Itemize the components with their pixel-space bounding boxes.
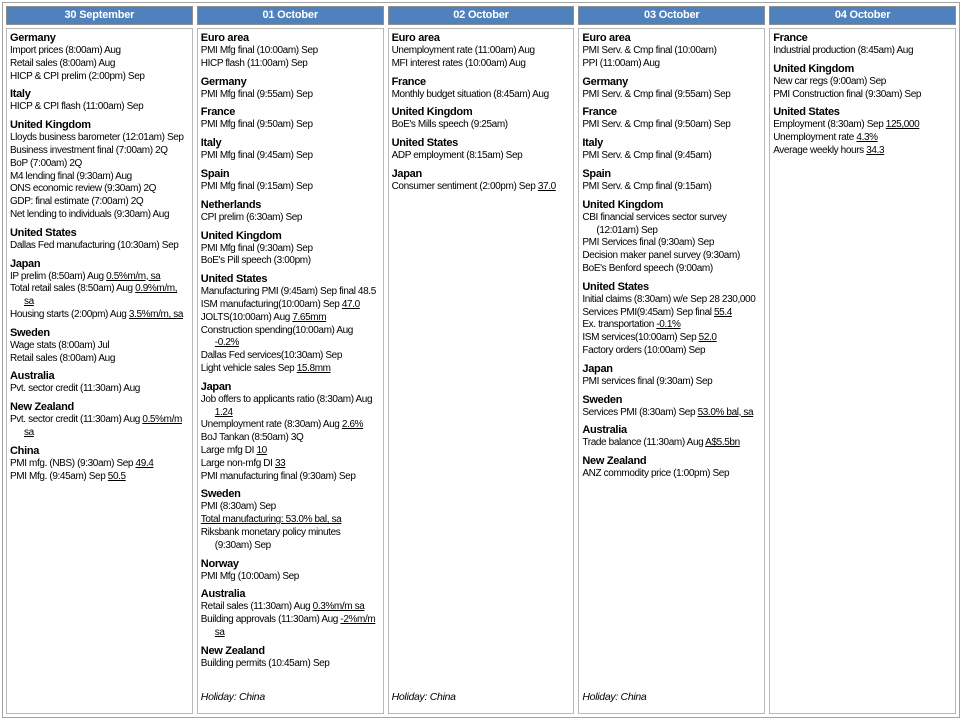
event-text: Retail sales (8:00am) Aug [10,352,116,364]
event-text: PMI Serv. & Cmp final (9:45am) [582,150,712,162]
country-section [201,199,380,225]
event-item [10,414,189,440]
event-item [10,471,189,484]
event-value: 2.6% [341,419,364,431]
event-value: 53.0% bal, sa [697,406,754,418]
event-item [201,501,380,514]
country-heading: Euro area [200,32,249,44]
event-item [10,196,189,209]
event-text: Business investment final (7:00am) 2Q [10,144,168,156]
country-heading: United States [773,106,840,119]
event-text: Employment (8:30am) Sep [773,119,886,131]
event-item [582,294,761,307]
event-text: PPI (11:00am) Aug [582,57,660,69]
event-value: 1.24 [214,406,233,418]
country-heading: Spain [200,167,230,180]
event-value: 33 [274,457,286,469]
holiday-note: Holiday: China [391,691,456,703]
event-text: HICP & CPI flash (11:00am) Sep [10,101,144,113]
event-text: GDP: final estimate (7:00am) 2Q [10,196,144,208]
event-text: Import prices (8:00am) Aug [10,45,121,56]
event-item [10,458,189,471]
country-heading: United States [582,280,649,293]
country-heading: Japan [10,257,41,270]
country-heading: United States [10,226,77,239]
column-body [6,28,193,714]
event-text: ONS economic review (9:30am) 2Q [10,183,157,195]
event-value: 37.0 [537,180,556,192]
event-item [201,212,380,225]
event-text: Lloyds business barometer (12:01am) Sep [10,132,184,144]
country-section [201,588,380,639]
event-text: PMI Mfg final (9:45am) Sep [200,150,313,162]
country-heading: Italy [582,137,603,150]
column-body [197,28,384,714]
event-text: PMI (8:30am) Sep [200,501,276,513]
event-item [201,432,380,445]
country-section [10,88,189,114]
event-item [10,132,189,145]
country-section [10,32,189,83]
event-text: Building permits (10:45am) Sep [200,657,330,669]
event-item [10,283,189,309]
event-item [582,263,761,276]
event-item [10,240,189,253]
country-section [582,106,761,132]
country-heading: Euro area [582,32,631,44]
event-text: Unemployment rate [773,132,857,144]
event-item [10,145,189,158]
event-text: BoE's Benford speech (9:00am) [582,262,713,274]
column-header-date: 02 October [388,6,575,25]
event-text: CPI prelim (6:30am) Sep [200,211,303,223]
event-text: PMI Services final (9:30am) Sep [582,237,714,249]
event-item [773,45,952,58]
event-item [201,45,380,58]
event-item [10,101,189,114]
country-heading: France [773,32,808,44]
country-section [201,645,380,671]
event-item [582,437,761,450]
country-heading: United Kingdom [200,229,282,242]
country-heading: Germany [200,75,247,88]
event-item [201,419,380,432]
event-item [10,309,189,322]
country-heading: France [391,75,426,88]
country-section [201,76,380,102]
event-item [392,89,571,102]
event-value: Total manufacturing: 53.0% bal, sa [200,514,342,526]
event-item [773,132,952,145]
event-value: -2%m/m sa [214,614,376,638]
country-section [10,445,189,484]
country-section [10,258,189,322]
country-section [10,370,189,396]
event-text: IP prelim (8:50am) Aug [10,270,107,282]
country-heading: Italy [10,88,31,101]
column-header-date: 03 October [578,6,765,25]
event-item [201,286,380,299]
event-text: Services PMI (8:30am) Sep [582,406,698,418]
event-item [392,181,571,194]
event-text: Retail sales (11:30am) Aug [200,601,313,613]
country-section [201,137,380,163]
country-section [10,401,189,440]
event-text: New car regs (9:00am) Sep [773,75,886,87]
country-heading: Japan [391,167,422,180]
event-text: PMI Serv. & Cmp final (9:15am) [582,180,712,192]
calendar-column [578,6,765,714]
calendar-column [769,6,956,714]
event-text: PMI Mfg final (10:00am) Sep [200,45,318,56]
country-section [392,168,571,194]
calendar-column [388,6,575,714]
country-heading: Sweden [10,326,50,339]
event-text: Unemployment rate (8:30am) Aug [200,419,342,431]
event-text: ADP employment (8:15am) Sep [391,150,523,162]
event-value: 15.8mm [296,362,331,374]
country-heading: United Kingdom [773,62,854,75]
event-item [201,350,380,363]
event-text: Large mfg DI [200,444,257,456]
event-item [201,58,380,71]
event-text: PMI Serv. & Cmp final (10:00am) [582,45,717,56]
country-heading: Australia [10,370,55,383]
event-value: 0.9%m/m, sa [24,283,178,308]
country-heading: Sweden [200,488,241,501]
event-text: Average weekly hours [773,144,867,156]
event-item [201,514,380,527]
country-section [582,455,761,481]
event-value: -0.2% [214,337,240,349]
event-text: Net lending to individuals (9:30am) Aug [10,208,170,220]
event-item [201,363,380,376]
event-text: BoE's Pill speech (3:00pm) [200,255,311,267]
event-value: 0.5%m/m sa [24,414,182,438]
country-heading: Netherlands [200,198,262,211]
event-item [773,76,952,89]
column-header-date: 30 September [6,6,193,25]
event-item [773,145,952,158]
event-value: 0.5%m/m, sa [106,270,161,282]
event-item [582,237,761,250]
event-text: Building approvals (11:30am) Aug [200,614,341,626]
country-heading: Italy [200,137,222,150]
column-header-date: 01 October [197,6,384,25]
event-item [392,58,571,71]
event-text: MFI interest rates (10:00am) Aug [391,57,526,69]
event-item [10,45,189,58]
event-item [582,319,761,332]
event-item [582,250,761,263]
event-item [10,171,189,184]
country-section [392,137,571,163]
event-text: PMI Mfg final (9:15am) Sep [200,180,313,192]
event-value: 3.5%m/m, sa [128,308,184,320]
event-item [582,119,761,132]
event-value: 49.4 [135,457,154,469]
country-section [773,32,952,58]
country-section [201,558,380,584]
event-text: Construction spending(10:00am) Aug [200,324,353,336]
event-text: PMI Serv. & Cmp final (9:50am) Sep [582,119,731,131]
event-item [10,71,189,84]
event-item [10,383,189,396]
country-heading: United Kingdom [391,106,473,119]
event-text: Decision maker panel survey (9:30am) [582,250,740,262]
event-text: PMI Mfg final (9:55am) Sep [200,88,313,100]
column-header-date: 04 October [769,6,956,25]
event-text: M4 lending final (9:30am) Aug [10,170,132,182]
event-text: HICP flash (11:00am) Sep [200,57,308,69]
country-section [582,168,761,194]
event-item [201,255,380,268]
event-item [201,181,380,194]
event-item [10,209,189,222]
event-item [201,325,380,351]
event-item [201,150,380,163]
event-value: 34.3 [866,144,885,156]
event-value: 0.3%m/m sa [312,601,365,613]
country-heading: China [10,444,40,457]
event-text: JOLTS(10:00am) Aug [200,311,293,323]
country-section [392,76,571,102]
event-text: Housing starts (2:00pm) Aug [10,308,129,320]
country-heading: New Zealand [582,455,647,468]
event-item [201,571,380,584]
event-item [582,45,761,58]
country-heading: France [200,106,236,119]
holiday-note: Holiday: China [200,691,265,703]
event-item [392,150,571,163]
event-item [201,471,380,484]
country-section [201,381,380,484]
event-value: 7.65mm [292,311,327,323]
event-text: ISM services(10:00am) Sep [582,332,699,344]
event-item [582,407,761,420]
event-item [773,89,952,102]
event-text: Dallas Fed services(10:30am) Sep [200,350,343,362]
event-text: Large non-mfg DI [200,457,275,469]
event-item [10,58,189,71]
event-text: Riksbank monetary policy minutes (9:30am) Sep [200,526,341,551]
country-heading: United Kingdom [582,198,664,211]
event-text: BoP (7:00am) 2Q [10,157,82,169]
country-section [201,488,380,552]
country-heading: Norway [200,557,239,570]
event-text: Job offers to applicants ratio (8:30am) Aug [200,393,373,405]
column-body [769,28,956,714]
country-section [10,327,189,366]
event-item [392,119,571,132]
event-item [582,376,761,389]
event-item [201,614,380,640]
column-body [578,28,765,714]
country-section [582,281,761,358]
event-value: 50.5 [107,470,126,482]
event-text: PMI Mfg. (9:45am) Sep [10,470,108,482]
event-item [201,312,380,325]
country-heading: Sweden [582,393,623,406]
event-text: PMI Serv. & Cmp final (9:55am) Sep [582,88,731,100]
country-section [201,273,380,376]
country-heading: New Zealand [10,401,74,414]
event-text: HICP & CPI prelim (2:00pm) Sep [10,70,145,82]
event-text: Factory orders (10:00am) Sep [582,344,706,356]
event-text: BoE's Mills speech (9:25am) [391,119,508,131]
event-value: 4.3% [856,132,878,144]
event-text: PMI mfg. (NBS) (9:30am) Sep [10,457,136,469]
event-item [582,212,761,238]
event-value: 47.0 [341,298,360,310]
country-heading: Euro area [391,32,440,44]
event-text: CBI financial services sector survey (12:01am) Sep [582,211,727,236]
holiday-note: Holiday: China [582,691,647,703]
event-text: PMI Mfg (10:00am) Sep [200,570,299,582]
event-item [201,658,380,671]
event-text: Industrial production (8:45am) Aug [773,45,914,56]
event-value: 10 [256,444,267,456]
country-heading: Germany [10,32,56,44]
event-text: Total retail sales (8:50am) Aug [10,283,136,295]
country-heading: United States [391,137,458,150]
event-item [201,527,380,553]
event-text: PMI services final (9:30am) Sep [582,375,713,387]
country-section [773,63,952,102]
event-value: A$5.5bn [705,437,740,449]
country-section [392,32,571,71]
event-text: Trade balance (11:30am) Aug [582,437,706,449]
event-text: PMI manufacturing final (9:30am) Sep [200,470,356,482]
country-section [582,424,761,450]
event-text: PMI Mfg final (9:50am) Sep [200,119,313,131]
event-text: ANZ commodity price (1:00pm) Sep [582,468,730,480]
economic-calendar [2,2,960,718]
event-item [582,58,761,71]
event-value: -0.1% [656,319,681,331]
event-text: Retail sales (8:00am) Aug [10,57,116,69]
country-section [773,106,952,157]
country-heading: Japan [582,362,613,375]
country-heading: Australia [582,424,627,437]
event-text: Wage stats (8:00am) Jul [10,339,110,351]
country-section [10,227,189,253]
event-item [201,119,380,132]
event-item [392,45,571,58]
country-heading: France [582,106,617,119]
calendar-column [6,6,193,714]
country-section [582,394,761,420]
country-section [201,32,380,71]
country-heading: Germany [582,75,628,88]
country-section [201,168,380,194]
country-section [201,230,380,269]
country-section [582,32,761,71]
event-item [582,307,761,320]
event-text: Unemployment rate (11:00am) Aug [391,45,535,56]
country-section [392,106,571,132]
event-value: 55.4 [714,306,732,318]
event-item [10,158,189,171]
event-item [10,183,189,196]
country-section [10,119,189,222]
country-heading: Australia [200,588,246,601]
event-item [201,243,380,256]
event-item [201,601,380,614]
event-value: 52.0 [698,332,717,344]
country-section [582,76,761,102]
event-text: PMI Mfg final (9:30am) Sep [200,242,313,254]
country-section [201,106,380,132]
column-body [388,28,575,714]
country-heading: Spain [582,167,611,180]
event-item [201,89,380,102]
event-text: Services PMI(9:45am) Sep final [582,306,714,318]
event-value: 125,000 [885,119,920,131]
event-text: Light vehicle sales Sep [200,362,297,374]
event-item [201,299,380,312]
event-item [201,458,380,471]
event-text: Pvt. sector credit (11:30am) Aug [10,383,140,395]
event-text: Pvt. sector credit (11:30am) Aug [10,414,143,426]
event-text: PMI Construction final (9:30am) Sep [773,88,922,100]
country-heading: United States [200,273,268,286]
event-item [582,345,761,358]
country-heading: Japan [200,380,232,393]
event-item [582,150,761,163]
country-heading: New Zealand [200,644,265,657]
event-item [201,394,380,420]
event-item [582,181,761,194]
event-item [582,332,761,345]
event-item [10,340,189,353]
event-item [201,445,380,458]
event-item [582,468,761,481]
event-text: BoJ Tankan (8:50am) 3Q [200,432,304,444]
event-item [582,89,761,102]
event-text: Monthly budget situation (8:45am) Aug [391,88,549,100]
event-item [10,271,189,284]
event-item [773,119,952,132]
event-text: Consumer sentiment (2:00pm) Sep [391,180,538,192]
country-section [582,137,761,163]
country-section [582,199,761,276]
calendar-column [197,6,384,714]
country-heading: United Kingdom [10,119,91,132]
event-item [10,353,189,366]
event-text: ISM manufacturing(10:00am) Sep [200,298,342,310]
event-text: Initial claims (8:30am) w/e Sep 28 230,000 [582,293,756,305]
country-section [582,363,761,389]
event-text: Dallas Fed manufacturing (10:30am) Sep [10,239,179,251]
event-text: Ex. transportation [582,319,657,331]
event-text: Manufacturing PMI (9:45am) Sep final 48.5 [200,286,376,298]
